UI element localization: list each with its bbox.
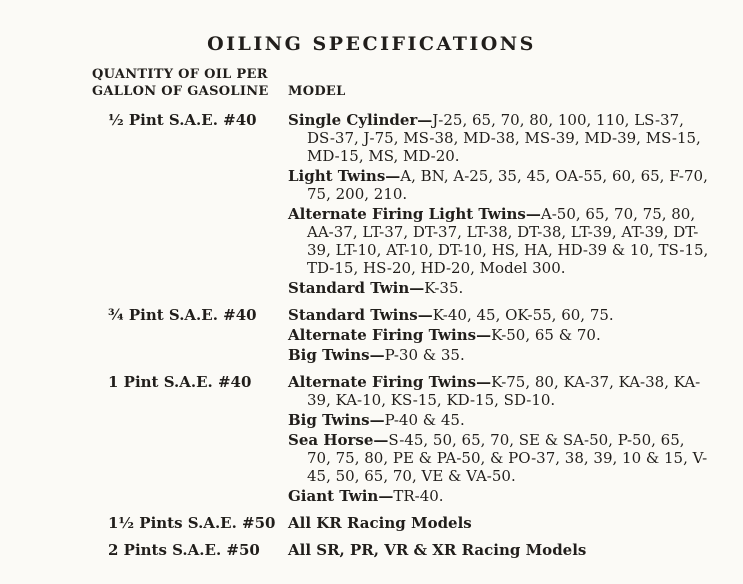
model-group	[288, 514, 712, 532]
model-category: All KR Racing Models	[288, 514, 472, 532]
model-group	[288, 346, 712, 364]
model-groups	[288, 111, 712, 297]
dash-separator: —	[369, 346, 385, 364]
dash-separator: —	[373, 431, 389, 449]
model-groups	[288, 541, 712, 559]
quantity-column-header	[92, 66, 288, 100]
model-list: S-45, 50, 65, 70, SE & SA-50, P-50, 65, 70, 75, 80, PE & PA-50, & PO-37, 38, 39, 10 & 15, V-45, 50, 65, 70, VE & VA-50.	[307, 431, 708, 485]
model-category: Light Twins	[288, 167, 386, 185]
model-category: Big Twins	[288, 346, 370, 364]
model-column-header: MODEL	[288, 84, 346, 99]
model-list: K-75, 80, KA-37, KA-38, KA-39, KA-10, KS-15, KD-15, SD-10.	[307, 373, 701, 409]
oil-quantity: 1½ Pints S.A.E. #50	[108, 514, 276, 532]
model-group	[288, 431, 712, 485]
page-title: OILING SPECIFICATIONS	[207, 33, 536, 55]
model-list: P-40 & 45.	[384, 411, 465, 429]
model-category: All SR, PR, VR & XR Racing Models	[288, 541, 587, 559]
spec-rows	[92, 111, 718, 559]
model-category: Giant Twin	[288, 487, 379, 505]
spec-row	[92, 514, 718, 532]
model-group	[288, 326, 712, 344]
dash-separator: —	[378, 487, 394, 505]
model-list: P-30 & 35.	[384, 346, 465, 364]
table-header-row	[92, 66, 718, 100]
oil-quantity: 2 Pints S.A.E. #50	[108, 541, 260, 559]
quantity-header-line2: GALLON OF GASOLINE	[92, 84, 269, 99]
dash-separator: —	[409, 279, 425, 297]
model-category: Alternate Firing Twins	[288, 373, 477, 391]
model-category: Standard Twin	[288, 279, 410, 297]
model-group	[288, 541, 712, 559]
model-groups	[288, 514, 712, 532]
quantity-header-line1: QUANTITY OF OIL PER	[92, 67, 268, 82]
model-list: TR-40.	[393, 487, 444, 505]
dash-separator: —	[417, 111, 433, 129]
model-group	[288, 373, 712, 409]
model-list: A, BN, A-25, 35, 45, OA-55, 60, 65, F-70, 75, 200, 210.	[307, 167, 708, 203]
model-groups	[288, 373, 712, 505]
oiling-spec-table	[92, 66, 718, 559]
model-category: Alternate Firing Light Twins	[288, 205, 526, 223]
model-list: J-25, 65, 70, 80, 100, 110, LS-37, DS-37, J-75, MS-38, MD-38, MS-39, MD-39, MS-15, MD-15, MS, MD-20.	[307, 111, 701, 165]
model-group	[288, 411, 712, 429]
spec-row	[92, 111, 718, 297]
model-group	[288, 306, 712, 324]
oil-quantity: ½ Pint S.A.E. #40	[108, 111, 257, 129]
model-list: K-40, 45, OK-55, 60, 75.	[432, 306, 614, 324]
dash-separator: —	[525, 205, 541, 223]
model-list: K-35.	[424, 279, 464, 297]
spec-row	[92, 306, 718, 364]
model-list: K-50, 65 & 70.	[491, 326, 601, 344]
model-category: Standard Twins	[288, 306, 418, 324]
dash-separator: —	[476, 326, 492, 344]
dash-separator: —	[369, 411, 385, 429]
model-groups	[288, 306, 712, 364]
spec-row	[92, 541, 718, 559]
model-category: Single Cylinder	[288, 111, 418, 129]
model-group	[288, 205, 712, 277]
model-group	[288, 111, 712, 165]
spec-row	[92, 373, 718, 505]
model-group	[288, 279, 712, 297]
model-group	[288, 487, 712, 505]
model-group	[288, 167, 712, 203]
oil-quantity: 1 Pint S.A.E. #40	[108, 373, 252, 391]
model-category: Big Twins	[288, 411, 370, 429]
dash-separator: —	[476, 373, 492, 391]
dash-separator: —	[385, 167, 401, 185]
oil-quantity: ¾ Pint S.A.E. #40	[108, 306, 257, 324]
model-list: A-50, 65, 70, 75, 80, AA-37, LT-37, DT-37, LT-38, DT-38, LT-39, AT-39, DT-39, LT-10, AT-10, DT-10, HS, HA, HD-39 & 10, TS-15, TD-15, HS-20, HD-20, Model 300.	[307, 205, 709, 277]
dash-separator: —	[417, 306, 433, 324]
model-category: Alternate Firing Twins	[288, 326, 477, 344]
model-category: Sea Horse	[288, 431, 374, 449]
